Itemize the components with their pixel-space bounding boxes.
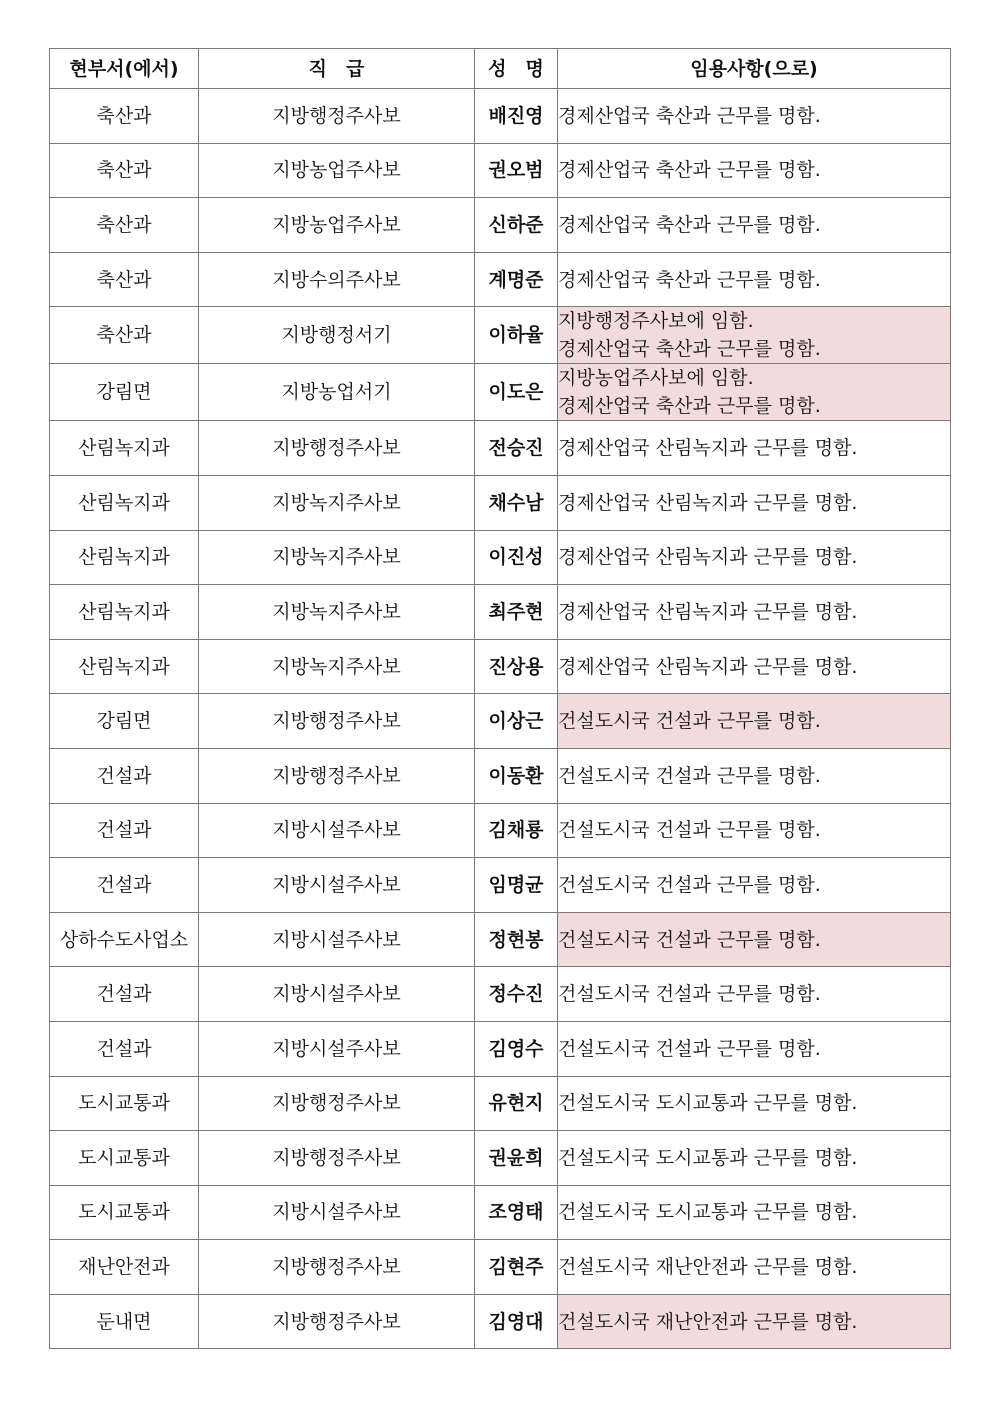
current-dept-cell: 건설과	[50, 858, 199, 913]
name-cell: 유현지	[475, 1076, 558, 1131]
appointment-line: 건설도시국 건설과 근무를 명함.	[558, 983, 821, 1006]
current-dept-cell: 축산과	[50, 252, 199, 307]
personnel-table	[49, 48, 951, 1349]
table-row	[50, 1240, 951, 1295]
current-dept-cell: 산림녹지과	[50, 475, 199, 530]
appointment-cell	[558, 1021, 951, 1076]
name-cell: 전승진	[475, 421, 558, 476]
appointment-line: 경제산업국 산림녹지과 근무를 명함.	[558, 546, 858, 569]
current-dept-cell: 산림녹지과	[50, 421, 199, 476]
rank-cell: 지방행정주사보	[199, 748, 475, 803]
appointment-cell	[558, 694, 951, 749]
appointment-cell	[558, 803, 951, 858]
appointment-cell	[558, 475, 951, 530]
appointment-line: 경제산업국 축산과 근무를 명함.	[558, 338, 821, 361]
rank-cell: 지방녹지주사보	[199, 530, 475, 585]
current-dept-cell: 건설과	[50, 1021, 199, 1076]
appointment-cell	[558, 1240, 951, 1295]
table-row	[50, 143, 951, 198]
name-cell: 정현봉	[475, 912, 558, 967]
table-row	[50, 1185, 951, 1240]
rank-cell: 지방행정주사보	[199, 1240, 475, 1295]
name-cell: 임명균	[475, 858, 558, 913]
rank-cell: 지방행정서기	[199, 307, 475, 364]
current-dept-cell: 축산과	[50, 198, 199, 253]
appointment-cell	[558, 748, 951, 803]
name-cell: 권오범	[475, 143, 558, 198]
table-row	[50, 252, 951, 307]
table-row	[50, 585, 951, 640]
header-name: 성 명	[475, 49, 558, 89]
appointment-line: 건설도시국 도시교통과 근무를 명함.	[558, 1146, 858, 1169]
appointment-line: 건설도시국 도시교통과 근무를 명함.	[558, 1201, 858, 1224]
rank-cell: 지방녹지주사보	[199, 639, 475, 694]
appointment-line: 경제산업국 산림녹지과 근무를 명함.	[558, 491, 858, 514]
current-dept-cell: 건설과	[50, 803, 199, 858]
table-row	[50, 530, 951, 585]
rank-cell: 지방시설주사보	[199, 967, 475, 1022]
table-row	[50, 803, 951, 858]
name-cell: 이동환	[475, 748, 558, 803]
appointment-line: 건설도시국 건설과 근무를 명함.	[558, 928, 821, 951]
rank-cell: 지방행정주사보	[199, 89, 475, 144]
appointment-line: 건설도시국 건설과 근무를 명함.	[558, 819, 821, 842]
table-row	[50, 364, 951, 421]
appointment-cell	[558, 639, 951, 694]
appointment-line: 건설도시국 건설과 근무를 명함.	[558, 764, 821, 787]
appointment-cell	[558, 364, 951, 421]
current-dept-cell: 상하수도사업소	[50, 912, 199, 967]
name-cell: 조영태	[475, 1185, 558, 1240]
rank-cell: 지방시설주사보	[199, 803, 475, 858]
appointment-cell	[558, 252, 951, 307]
table-row	[50, 307, 951, 364]
appointment-line: 경제산업국 산림녹지과 근무를 명함.	[558, 655, 858, 678]
appointment-line: 건설도시국 도시교통과 근무를 명함.	[558, 1092, 858, 1115]
rank-cell: 지방행정주사보	[199, 1294, 475, 1349]
current-dept-cell: 둔내면	[50, 1294, 199, 1349]
name-cell: 권윤희	[475, 1131, 558, 1186]
table-body	[50, 89, 951, 1349]
appointment-line: 지방농업주사보에 임함.	[558, 367, 754, 390]
table-row	[50, 198, 951, 253]
appointment-line: 건설도시국 재난안전과 근무를 명함.	[558, 1310, 858, 1333]
appointment-cell	[558, 967, 951, 1022]
appointment-line: 건설도시국 건설과 근무를 명함.	[558, 710, 821, 733]
name-cell: 이진성	[475, 530, 558, 585]
table-row	[50, 967, 951, 1022]
appointment-cell	[558, 143, 951, 198]
appointment-cell	[558, 912, 951, 967]
name-cell: 채수남	[475, 475, 558, 530]
rank-cell: 지방농업주사보	[199, 143, 475, 198]
appointment-line: 경제산업국 산림녹지과 근무를 명함.	[558, 600, 858, 623]
table-row	[50, 694, 951, 749]
table-row	[50, 858, 951, 913]
name-cell: 배진영	[475, 89, 558, 144]
appointment-cell	[558, 198, 951, 253]
current-dept-cell: 도시교통과	[50, 1131, 199, 1186]
rank-cell: 지방시설주사보	[199, 1185, 475, 1240]
current-dept-cell: 축산과	[50, 143, 199, 198]
appointment-cell	[558, 530, 951, 585]
name-cell: 계명준	[475, 252, 558, 307]
current-dept-cell: 강림면	[50, 364, 199, 421]
rank-cell: 지방행정주사보	[199, 1131, 475, 1186]
header-dept: 현부서(에서)	[50, 49, 199, 89]
table-row	[50, 1076, 951, 1131]
appointment-cell	[558, 1131, 951, 1186]
rank-cell: 지방시설주사보	[199, 858, 475, 913]
table-row	[50, 475, 951, 530]
name-cell: 김영수	[475, 1021, 558, 1076]
current-dept-cell: 건설과	[50, 967, 199, 1022]
appointment-line: 건설도시국 건설과 근무를 명함.	[558, 873, 821, 896]
appointment-cell	[558, 1185, 951, 1240]
rank-cell: 지방수의주사보	[199, 252, 475, 307]
table-row	[50, 1294, 951, 1349]
name-cell: 정수진	[475, 967, 558, 1022]
table-row	[50, 1131, 951, 1186]
name-cell: 김채룡	[475, 803, 558, 858]
name-cell: 이하율	[475, 307, 558, 364]
current-dept-cell: 산림녹지과	[50, 530, 199, 585]
rank-cell: 지방농업주사보	[199, 198, 475, 253]
name-cell: 이도은	[475, 364, 558, 421]
table-row	[50, 1021, 951, 1076]
appointment-line: 건설도시국 재난안전과 근무를 명함.	[558, 1256, 858, 1279]
table-row	[50, 89, 951, 144]
rank-cell: 지방시설주사보	[199, 1021, 475, 1076]
rank-cell: 지방행정주사보	[199, 421, 475, 476]
name-cell: 최주현	[475, 585, 558, 640]
current-dept-cell: 강림면	[50, 694, 199, 749]
table-row	[50, 748, 951, 803]
name-cell: 김현주	[475, 1240, 558, 1295]
table-row	[50, 912, 951, 967]
rank-cell: 지방시설주사보	[199, 912, 475, 967]
rank-cell: 지방농업서기	[199, 364, 475, 421]
header-rank: 직 급	[199, 49, 475, 89]
current-dept-cell: 산림녹지과	[50, 639, 199, 694]
name-cell: 신하준	[475, 198, 558, 253]
header-note: 임용사항(으로)	[558, 49, 951, 89]
rank-cell: 지방녹지주사보	[199, 475, 475, 530]
appointment-line: 경제산업국 축산과 근무를 명함.	[558, 268, 821, 291]
appointment-line: 경제산업국 축산과 근무를 명함.	[558, 104, 821, 127]
appointment-line: 경제산업국 축산과 근무를 명함.	[558, 213, 821, 236]
table-row	[50, 421, 951, 476]
table-row	[50, 639, 951, 694]
current-dept-cell: 도시교통과	[50, 1185, 199, 1240]
appointment-cell	[558, 1294, 951, 1349]
appointment-line: 경제산업국 축산과 근무를 명함.	[558, 395, 821, 418]
appointment-cell	[558, 1076, 951, 1131]
name-cell: 김영대	[475, 1294, 558, 1349]
current-dept-cell: 도시교통과	[50, 1076, 199, 1131]
current-dept-cell: 건설과	[50, 748, 199, 803]
appointment-cell	[558, 585, 951, 640]
current-dept-cell: 축산과	[50, 89, 199, 144]
name-cell: 진상용	[475, 639, 558, 694]
appointment-cell	[558, 858, 951, 913]
rank-cell: 지방행정주사보	[199, 694, 475, 749]
appointment-cell	[558, 421, 951, 476]
current-dept-cell: 산림녹지과	[50, 585, 199, 640]
rank-cell: 지방녹지주사보	[199, 585, 475, 640]
header-row	[50, 49, 951, 89]
current-dept-cell: 재난안전과	[50, 1240, 199, 1295]
appointment-line: 건설도시국 건설과 근무를 명함.	[558, 1037, 821, 1060]
appointment-line: 경제산업국 산림녹지과 근무를 명함.	[558, 437, 858, 460]
appointment-line: 지방행정주사보에 임함.	[558, 310, 754, 333]
appointment-line: 경제산업국 축산과 근무를 명함.	[558, 159, 821, 182]
appointment-cell	[558, 89, 951, 144]
name-cell: 이상근	[475, 694, 558, 749]
current-dept-cell: 축산과	[50, 307, 199, 364]
rank-cell: 지방행정주사보	[199, 1076, 475, 1131]
appointment-cell	[558, 307, 951, 364]
